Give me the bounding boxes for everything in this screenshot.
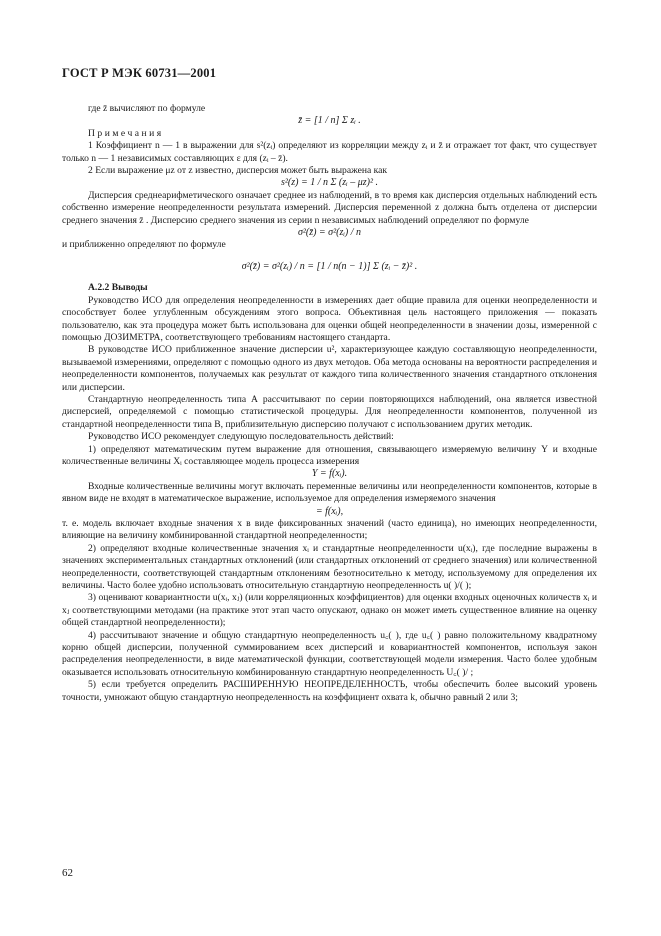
note-1: 1 Коэффициент n — 1 в выражении для s²(zᵢ) определяют из корреляции между zᵢ и z̄ и отражает тот факт, что существует только n — 1 независимых составляющих ε для (zᵢ – z̄).	[62, 140, 597, 164]
step-2: 2) определяют входные количественные значения xᵢ и стандартные неопределенности u(xᵢ), где последние выражены в значениях экспериментальных стандартных отклонений (или стандартных отклонений от среднего значения) или количественной неопределенности, соответствующей стандартным отклонениям безотносительно к методу, используемому для определения их величины. Часто более удобно использовать относительную стандартную неопределенность u( )/( );	[62, 542, 597, 592]
document-body	[62, 103, 597, 704]
formula-intro: где z̄ вычисляют по формуле	[88, 103, 206, 114]
formula-model-2: = f(xᵢ),	[315, 505, 344, 517]
formula-model: Y = f(xᵢ).	[311, 468, 348, 480]
paragraph-dispersion: Дисперсия среднеарифметического означает среднее из наблюдений, в то время как дисперсия отдельных наблюдений есть собственно измерение неопределенности результата измерений. Дисперсия переменной z должна быть отделена от дисперсии среднего значения z̄ . Дисперсию среднего значения из серии n независимых наблюдений определяют по формуле	[62, 189, 597, 226]
step-3: 3) оценивают ковариантности u(xᵢ, xⱼ) (или корреляционных коэффициентов) для оценки входных оценочных количеств xᵢ и xⱼ соответствующими методами (на практике этот этап часто опускают, однако он может иметь существенное влияние на оценку общей стандартной неопределенности);	[62, 592, 597, 629]
note-2: 2 Если выражение μz от z известно, дисперсия может быть выражена как	[88, 165, 388, 177]
step-5: 5) если требуется определить РАСШИРЕННУЮ НЕОПРЕДЕЛЕННОСТЬ, чтобы обеспечить более высокий уровень точности, умножают общую стандартную неопределенность на коэффициент охвата k, обычно равный 2 или 3;	[62, 679, 597, 703]
section-heading: А.2.2 Выводы	[88, 282, 148, 294]
document-header: ГОСТ Р МЭК 60731—2001	[62, 66, 217, 80]
formula-sigma-mean: σ²(z̄) = σ²(zᵢ) / n	[297, 227, 362, 239]
formula-sigma-approx: σ²(z̄) = σ²(zᵢ) / n = [1 / n(n − 1)] Σ (zᵢ − z̄)² .	[241, 260, 418, 272]
step-4: 4) рассчитывают значение и общую стандартную неопределенность u꜀( ), где u꜀( ) равно положительному квадратному корню общей дисперсии, полученной суммированием всех дисперсий и ковариантностей компонентов, используя закон распределения неопределенности, в виде математической функции, соответствующей модели измерения. Часто более удобным оказывается использовать относительную комбинированную стандартную неопределенность U꜀( )/ ;	[62, 629, 597, 678]
step-1: 1) определяют математическим путем выражение для отношения, связывающего измеряемую величину Y и входные количественные величины Xᵢ составляющее модель процесса измерения	[62, 443, 597, 467]
paragraph-approx: и приближенно определяют по формуле	[62, 239, 226, 251]
paragraph-guide-2: В руководстве ИСО приближенное значение дисперсии u², характеризующее каждую составляющую неопределенности, вызываемой измерениями, определяют с помощью одного из двух методов. Оба метода основаны на вероятности распределения и неопределенности компонентов, получаемых как результат от каждого типа количественного значения стандартного отклонения или дисперсии.	[62, 344, 597, 393]
formula-variance: s²(z) = 1 / n Σ (zᵢ – μz)² .	[281, 177, 378, 189]
paragraph-standard: Стандартную неопределенность типа А рассчитывают по серии повторяющихся наблюдений, она является известной дисперсией, определяемой с помощью статистической процедуры. Для неопределенности компонентов, полученной из стандартной неопределенности типа В, приблизительную дисперсию получают с использованием других методик.	[62, 393, 597, 430]
notes-title: Примечания	[88, 127, 164, 139]
paragraph-guide: Руководство ИСО для определения неопределенности в измерениях дает общие правила для оценки неопределенности и способствует более углубленным обсуждениям этого вопроса. Объективная цель настоящего приложения — показать пользователю, как эта процедура может быть использована для оценки общей неопределенности в значении дозы, измеренной с помощью ДОЗИМЕТРА, соответствующего требованиям настоящего стандарта.	[62, 294, 597, 343]
formula-mean: z̄ = [1 / n] Σ zᵢ .	[298, 115, 361, 127]
paragraph-model: т. е. модель включает входные значения x в виде фиксированных значений (часто единица), но имеющих неопределенности, влияющие на величину комбинированной стандартной неопределенности;	[62, 518, 597, 542]
paragraph-recommend: Руководство ИСО рекомендует следующую последовательность действий:	[88, 431, 394, 443]
page-number: 62	[62, 867, 73, 879]
paragraph-input: Входные количественные величины могут включать переменные величины или неопределенности компонентов, которые в явном виде не входят в математическое выражение, используемое для определения измеряемого значения	[62, 480, 597, 505]
